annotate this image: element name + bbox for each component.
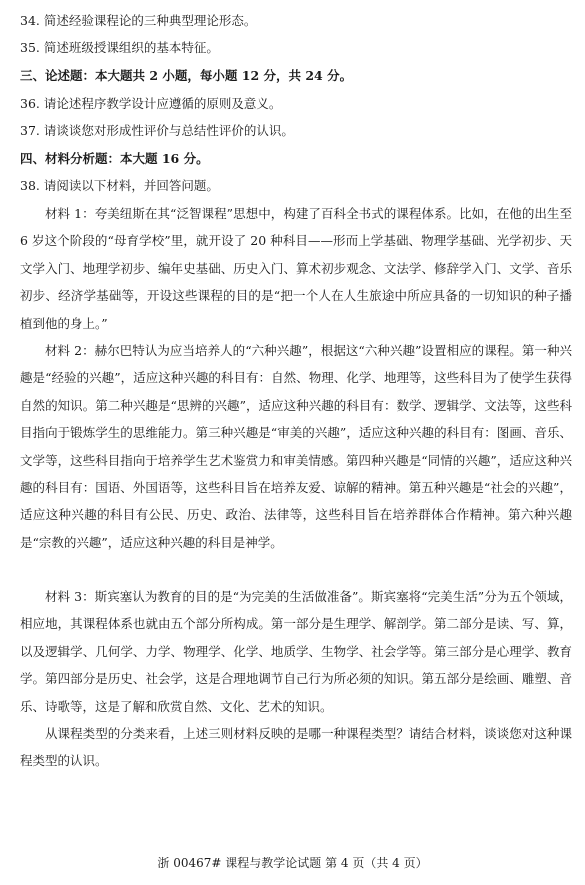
material-1: 材料 1：夸美纽斯在其“泛智课程”思想中，构建了百科全书式的课程体系。比如，在他的出生至 6 岁这个阶段的“母育学校”里，就开设了 20 种科目——形而上学基础、物理学基础、光学初步、天文学入门、地理学初步、编年史基础、历史入门、算术初步观念、文法学、修辞学入门、文学、音乐初步、经济学基础等，开设这些课程的目的是“把一个人在人生旅途中所应具备的一切知识的种子播植到他的身上。”	[20, 206, 572, 331]
question-prompt: 从课程类型的分类来看，上述三则材料反映的是哪一种课程类型？请结合材料，谈谈您对这种课程类型的认识。	[20, 726, 572, 769]
page-footer: 浙 00467# 课程与教学论试题 第 4 页（共 4 页）	[157, 856, 428, 870]
material-3: 材料 3：斯宾塞认为教育的目的是“为完美的生活做准备”。斯宾塞将“完美生活”分为五个领域，相应地，其课程体系也就由五个部分所构成。第一部分是生理学、解剖学。第二部分是读、写、算，以及逻辑学、几何学、力学、物理学、化学、地质学、生物学、社会学等。第三部分是心理学、教育学。第四部分是历史、社会学，这是合理地调节自己行为所必须的知识。第五部分是绘画、雕塑、音乐、诗歌等，这是了解和欣赏自然、文化、艺术的知识。	[20, 589, 572, 714]
section-heading-material: 四、材料分析题：本大题 16 分。	[20, 151, 209, 166]
material-2: 材料 2：赫尔巴特认为应当培养人的“六种兴趣”，根据这“六种兴趣”设置相应的课程。第一种兴趣是“经验的兴趣”，适应这种兴趣的科目有：自然、物理、化学、地理等，这些科目为了使学生获得自然的知识。第二种兴趣是“思辨的兴趣”，适应这种兴趣的科目有：数学、逻辑学、文法等，这些科目指向于锻炼学生的思维能力。第三种兴趣是“审美的兴趣”，适应这种兴趣的科目有：图画、音乐、文学等，这些科目指向于培养学生艺术鉴赏力和审美情感。第四种兴趣是“同情的兴趣”，适应这种兴趣的科目有：国语、外国语等，这些科目旨在培养友爱、谅解的精神。第五种兴趣是“社会的兴趣”，适应这种兴趣的科目有公民、历史、政治、法律等，这些科目旨在培养群体合作精神。第六种兴趣是“宗教的兴趣”，适应这种兴趣的科目是神学。	[20, 343, 572, 550]
question-34: 34. 简述经验课程论的三种典型理论形态。	[20, 13, 257, 28]
question-35: 35. 简述班级授课组织的基本特征。	[20, 40, 219, 55]
section-heading-essay: 三、论述题：本大题共 2 小题，每小题 12 分，共 24 分。	[20, 68, 353, 83]
question-37: 37. 请谈谈您对形成性评价与总结性评价的认识。	[20, 123, 294, 138]
question-36: 36. 请论述程序教学设计应遵循的原则及意义。	[20, 96, 282, 111]
question-38: 38. 请阅读以下材料，并回答问题。	[20, 178, 219, 193]
